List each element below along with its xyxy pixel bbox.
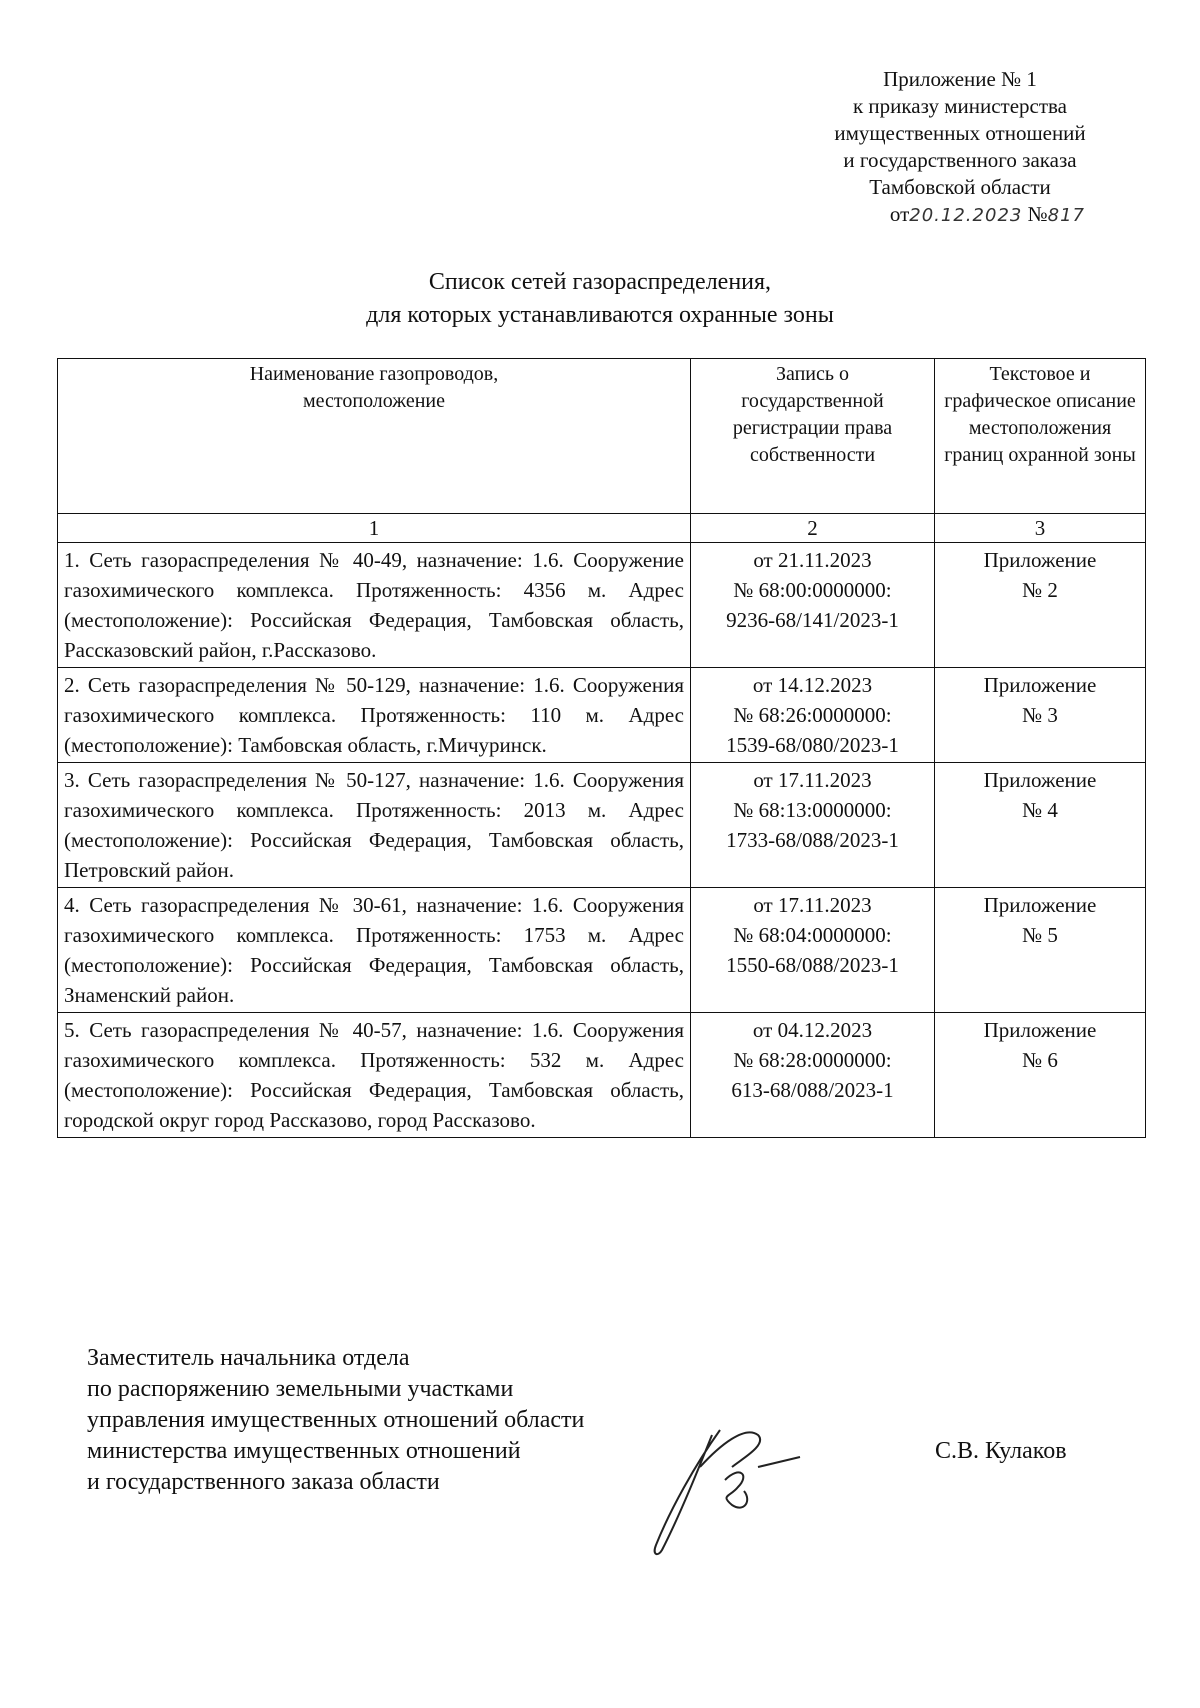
column-number-row — [58, 514, 1146, 543]
column-number: 3 — [935, 514, 1146, 543]
network-description: 4. Сеть газораспределения № 30-61, назначение: 1.6. Сооружения газохимического комплекса. Протяженность: 1753 м. Адрес (местоположение): Российская Федерация, Тамбовская область, Знаменский район. — [58, 888, 691, 1013]
annex-line: Приложение № 1 — [883, 67, 1037, 91]
network-description: 2. Сеть газораспределения № 50-129, назначение: 1.6. Сооружения газохимического комплекса. Протяженность: 110 м. Адрес (местоположение): Тамбовская область, г.Мичуринск. — [58, 668, 691, 763]
annex-line: имущественных отношений — [834, 121, 1086, 145]
table-row — [58, 1013, 1146, 1138]
annex-number-prefix: № — [1027, 202, 1048, 226]
annex-reference: Приложение № 3 — [935, 668, 1146, 763]
header-name-location: Наименование газопроводов, местоположение — [58, 359, 691, 514]
title-line-2: для которых устанавливаются охранные зоны — [366, 302, 834, 328]
header-description: Текстовое и графическое описание местоположения границ охранной зоны — [935, 359, 1146, 514]
annex-reference: Приложение № 6 — [935, 1013, 1146, 1138]
network-description: 5. Сеть газораспределения № 40-57, назначение: 1.6. Сооружения газохимического комплекса. Протяженность: 532 м. Адрес (местоположение): Российская Федерация, Тамбовская область, городской округ город Рассказово, город Рассказово. — [58, 1013, 691, 1138]
annex-line: Тамбовской области — [869, 175, 1051, 199]
registration-record: от 17.11.2023 № 68:13:0000000: 1733-68/088/2023-1 — [691, 763, 935, 888]
annex-line: к приказу министерства — [852, 94, 1068, 118]
annex-reference: Приложение № 2 — [935, 543, 1146, 668]
registration-record: от 14.12.2023 № 68:26:0000000: 1539-68/080/2023-1 — [691, 668, 935, 763]
signer-position: Заместитель начальника отдела по распоряжению земельными участками управления имущественных отношений области министерства имущественных отношений и государственного заказа области — [87, 1345, 585, 1495]
annex-line: и государственного заказа — [843, 148, 1077, 172]
annex-header — [775, 66, 1145, 229]
registration-record: от 21.11.2023 № 68:00:0000000: 9236-68/141/2023-1 — [691, 543, 935, 668]
network-description: 3. Сеть газораспределения № 50-127, назначение: 1.6. Сооружения газохимического комплекса. Протяженность: 2013 м. Адрес (местоположение): Российская Федерация, Тамбовская область, Петровский район. — [58, 763, 691, 888]
column-number: 1 — [58, 514, 691, 543]
annex-reference: Приложение № 4 — [935, 763, 1146, 888]
table-row — [58, 763, 1146, 888]
title-line-1: Список сетей газораспределения, — [428, 269, 772, 295]
table-header-row — [58, 359, 1146, 514]
table-row — [58, 888, 1146, 1013]
signer-name: С.В. Кулаков — [935, 1438, 1067, 1464]
table-row — [58, 668, 1146, 763]
registration-record: от 17.11.2023 № 68:04:0000000: 1550-68/088/2023-1 — [691, 888, 935, 1013]
annex-date-line — [775, 201, 1145, 229]
header-registration: Запись о государственной регистрации права собственности — [691, 359, 935, 514]
column-number: 2 — [691, 514, 935, 543]
annex-reference: Приложение № 5 — [935, 888, 1146, 1013]
gas-network-table — [57, 358, 1146, 1138]
registration-record: от 04.12.2023 № 68:28:0000000: 613-68/088/2023-1 — [691, 1013, 935, 1138]
network-description: 1. Сеть газораспределения № 40-49, назначение: 1.6. Сооружение газохимического комплекса. Протяженность: 4356 м. Адрес (местоположение): Российская Федерация, Тамбовская область, Рассказовский район, г.Рассказово. — [58, 543, 691, 668]
handwritten-signature — [640, 1405, 840, 1565]
annex-date-handwritten: 20.12.2023 — [909, 205, 1023, 226]
document-title — [0, 266, 1200, 332]
annex-date-prefix: от — [889, 202, 910, 226]
table-row — [58, 543, 1146, 668]
annex-number-handwritten: 817 — [1047, 205, 1085, 226]
